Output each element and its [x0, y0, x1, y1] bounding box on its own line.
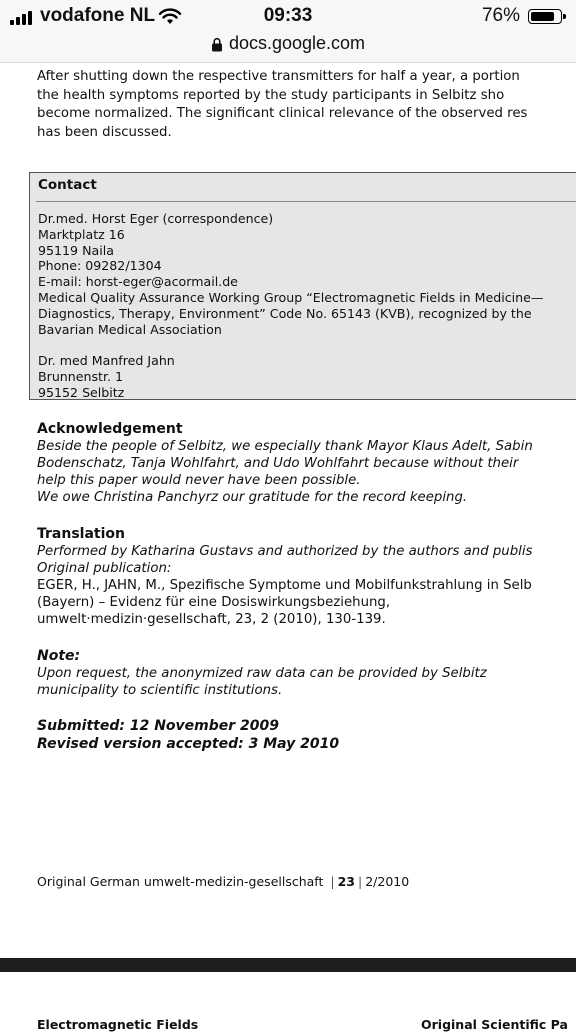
document-page: [37, 62, 576, 142]
contact-line: Brunnenstr. 1: [38, 368, 124, 384]
address-bar[interactable]: [0, 31, 576, 55]
next-page-left-title: Electromagnetic Fields: [37, 1017, 199, 1032]
acknowledgement-section: [37, 421, 576, 506]
carrier-name: vodafone NL: [40, 5, 156, 26]
intro-line: has been discussed.: [37, 124, 172, 140]
footer-journal: Original German umwelt-medizin-gesellschaft: [37, 874, 324, 889]
translation-line: Original publication:: [37, 561, 172, 576]
url-text: docs.google.com: [228, 33, 366, 53]
translation-line: Performed by Katharina Gustavs and authorized by the authors and publis: [37, 544, 533, 559]
translation-section: [37, 526, 576, 628]
intro-paragraph: [37, 68, 576, 142]
citation-line: (Bayern) – Evidenz für eine Dosiswirkungsbeziehung,: [37, 595, 391, 610]
footer-volume: 23: [337, 874, 355, 889]
footer-separator: |: [330, 874, 335, 889]
contact-divider: [36, 201, 576, 202]
translation-heading: Translation: [37, 526, 125, 542]
contact-box: [29, 172, 576, 400]
note-heading: Note:: [37, 648, 81, 664]
footer-issue: 2/2010: [365, 874, 410, 889]
submitted-date: Submitted: 12 November 2009: [37, 718, 279, 734]
page-break-bar: [0, 958, 576, 972]
contact-details: [38, 211, 543, 401]
contact-line: 95119 Naila: [38, 242, 114, 258]
contact-line: Dr.med. Horst Eger (correspondence): [38, 211, 274, 226]
citation-line: umwelt·medizin·gesellschaft, 23, 2 (2010), 130-139.: [37, 612, 386, 627]
acknowledgement-line: We owe Christina Panchyrz our gratitude for the record keeping.: [37, 490, 468, 505]
battery-percent: 76%: [481, 5, 520, 26]
page-footer: [37, 874, 409, 890]
note-line: municipality to scientific institutions.: [37, 683, 283, 698]
browser-status-bar: [0, 0, 576, 63]
clock-time: 09:33: [263, 5, 313, 26]
contact-heading: Contact: [38, 177, 97, 193]
intro-line: become normalized. The significant clinical relevance of the observed res: [37, 106, 528, 121]
contact-line: Marktplatz 16: [38, 226, 125, 242]
acknowledgement-line: help this paper would never have been possible.: [37, 473, 361, 488]
note-section: [37, 648, 576, 699]
lock-icon: [211, 37, 223, 52]
acknowledgement-heading: Acknowledgement: [37, 421, 183, 437]
contact-line: Bavarian Medical Association: [38, 321, 222, 337]
contact-email[interactable]: E-mail: horst-eger@acormail.de: [38, 274, 238, 290]
intro-line: After shutting down the respective transmitters for half a year, a portion: [37, 69, 520, 84]
revised-date: Revised version accepted: 3 May 2010: [37, 736, 340, 752]
next-page-right-title: Original Scientific Pa: [421, 1017, 568, 1032]
contact-line: Dr. med Manfred Jahn: [38, 353, 175, 369]
footer-separator: |: [358, 874, 363, 889]
contact-line: Medical Quality Assurance Working Group “Electromagnetic Fields in Medicine—: [38, 289, 544, 305]
intro-line: the health symptoms reported by the study participants in Selbitz sho: [37, 87, 505, 103]
contact-line: Diagnostics, Therapy, Environment” Code No. 65143 (KVB), recognized by the: [38, 305, 532, 321]
acknowledgement-line: Beside the people of Selbitz, we especially thank Mayor Klaus Adelt, Sabin: [37, 439, 533, 454]
battery-icon: [528, 9, 562, 24]
next-page-header: [37, 1017, 576, 1032]
contact-line: Phone: 09282/1304: [38, 258, 162, 274]
dates-section: [37, 717, 576, 753]
citation-line: EGER, H., JAHN, M., Spezifische Symptome und Mobilfunkstrahlung in Selb: [37, 578, 532, 593]
note-line: Upon request, the anonymized raw data can be provided by Selbitz: [37, 666, 487, 681]
contact-line: 95152 Selbitz: [38, 384, 125, 400]
acknowledgement-line: Bodenschatz, Tanja Wohlfahrt, and Udo Wohlfahrt because without their: [37, 456, 519, 471]
